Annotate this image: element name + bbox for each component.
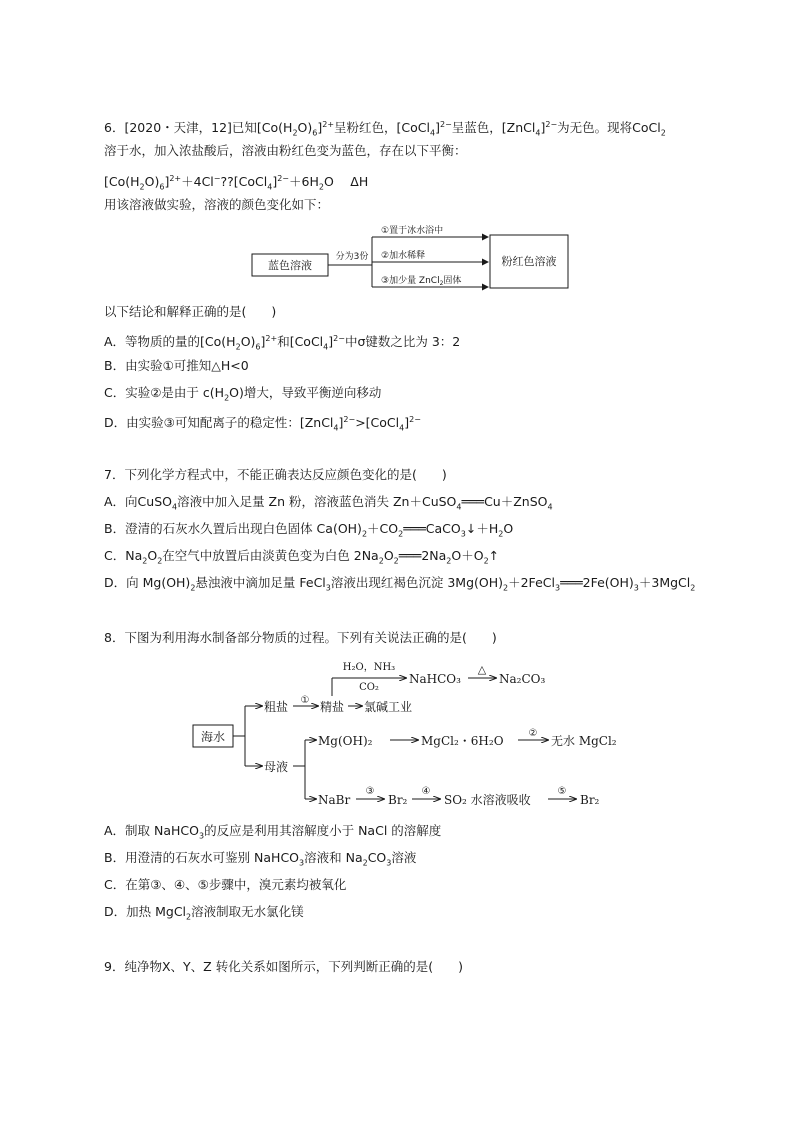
mother-liquor-label: 母液: [264, 760, 289, 774]
crude-salt-label: 粗盐: [264, 700, 289, 714]
seawater-label: 海水: [200, 730, 226, 744]
q6-stem-line1: 6．[2020・天津，12]已知$[Co(H_2O)_6]^{2+}$呈粉红色，[CoCl$_4$]$^{2-}$呈蓝色，[ZnCl$_4$]$^{2-}$为无色。现将CoCl$_2$: [104, 120, 666, 138]
q8-option-d[interactable]: D．加热 MgCl$_2$溶液制取无水氯化镁: [104, 904, 304, 922]
q8-option-a[interactable]: A．制取 NaHCO$_3$的反应是利用其溶解度小于 NaCl 的溶解度: [104, 823, 442, 841]
pink-solution-label: 粉红色溶液: [501, 255, 557, 268]
q8-option-b[interactable]: B．用澄清的石灰水可鉴别 NaHCO$_3$溶液和 $Na_2CO_3$溶液: [104, 850, 417, 868]
step3-marker: ③: [365, 786, 375, 797]
reagents-top-label: H₂O，NH₃: [342, 662, 396, 673]
q6-prompt: 以下结论和解释正确的是( ): [104, 304, 277, 319]
q6-stem-line2: 溶于水，加入浓盐酸后，溶液由粉红色变为蓝色，存在以下平衡：: [104, 143, 467, 158]
seawater-box: [193, 725, 233, 747]
nabr-label: NaBr: [318, 793, 351, 807]
q6-stem-line4: 用该溶液做实验，溶液的颜色变化如下：: [104, 197, 330, 212]
q8-prompt: 8．下图为利用海水制备部分物质的过程。下列有关说法正确的是( ): [104, 630, 497, 645]
reagent-bottom-label: CO₂: [359, 682, 379, 693]
q6-option-b[interactable]: B．由实验①可推知△H<0: [104, 358, 249, 373]
mgoh2-label: Mg(OH)₂: [318, 734, 373, 748]
heat-symbol: △: [477, 663, 487, 676]
q6-option-c[interactable]: C．实验②是由于 $c(H_2O)$增大，导致平衡逆向移动: [104, 385, 382, 403]
step2-marker: ②: [528, 728, 538, 739]
step2-label: ②加水稀释: [381, 251, 426, 261]
br2-intermediate-label: Br₂: [388, 793, 408, 807]
q6-equilibrium: $[Co(H_2O)_6]^{2+}+4Cl^-??[CoCl_4]^{2-}+6H_2O$ ΔH: [104, 174, 369, 192]
blue-solution-box: [252, 254, 328, 276]
q7-option-d[interactable]: D．向 $Mg(OH)_2$悬浊液中滴加足量 FeCl$_3$溶液出现红褐色沉淀 $3Mg(OH)_2+2FeCl_3═══2Fe(OH)_3+3MgCl_2$: [104, 575, 696, 593]
q7-option-a[interactable]: A．向CuSO$_4$溶液中加入足量 Zn 粉，溶液蓝色消失 Zn＋CuSO$_4$═══Cu＋ZnSO$_4$: [104, 494, 553, 512]
chlor-alkali-label: 氯碱工业: [364, 700, 413, 714]
pink-solution-box: [490, 235, 568, 288]
blue-solution-label: 蓝色溶液: [268, 259, 312, 272]
so2-absorb-label: SO₂ 水溶液吸收: [444, 793, 531, 807]
step5-marker: ⑤: [557, 786, 567, 797]
q9-prompt: 9．纯净物X、Y、Z 转化关系如图所示，下列判断正确的是( ): [104, 959, 463, 974]
nahco3-label: NaHCO₃: [409, 672, 461, 686]
q6-option-a[interactable]: A．等物质的量的$[Co(H_2O)_6]^{2+}$和[CoCl$_4$]$^{2-}$中σ键数之比为 3：2: [104, 334, 461, 352]
refined-salt-label: 精盐: [320, 700, 345, 714]
step3-label: ③加少量 ZnCl$_2$固体: [381, 276, 462, 287]
split-label: 分为3份: [335, 252, 369, 262]
br2-final-label: Br₂: [580, 793, 600, 807]
na2co3-label: Na₂CO₃: [499, 672, 546, 686]
step1-label: ①置于冰水浴中: [381, 226, 444, 236]
mgcl2-hydrate-label: MgCl₂・6H₂O: [421, 734, 504, 748]
q8-option-c[interactable]: C．在第③、④、⑤步骤中，溴元素均被氧化: [104, 877, 347, 892]
q7-option-c[interactable]: C．$Na_2O_2$在空气中放置后由淡黄色变为白色 $2Na_2O_2═══2Na_2O+O_2↑$: [104, 548, 500, 566]
step4-marker: ④: [421, 786, 431, 797]
q7-prompt: 7．下列化学方程式中，不能正确表达反应颜色变化的是( ): [104, 467, 447, 482]
step1-marker: ①: [300, 695, 310, 706]
q7-option-b[interactable]: B．澄清的石灰水久置后出现白色固体 $Ca(OH)_2+CO_2═══CaCO_3↓+H_2O$: [104, 521, 514, 539]
anhydrous-mgcl2-label: 无水 MgCl₂: [551, 734, 617, 748]
q6-option-d[interactable]: D．由实验③可知配离子的稳定性：[ZnCl$_4$]$^{2-}$>[CoCl$_4$]$^{2-}$: [104, 415, 421, 433]
